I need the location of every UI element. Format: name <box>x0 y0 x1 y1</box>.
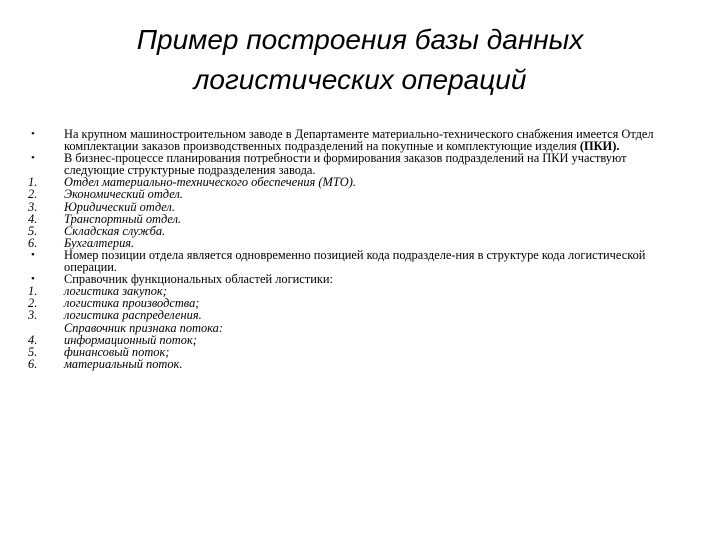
list-item <box>28 152 668 176</box>
list-item-label: логистика производства; <box>64 296 200 311</box>
list-item-label: Справочник функциональных областей логистики: <box>64 272 333 287</box>
list-item-text <box>64 152 668 176</box>
list-item-label: Юридический отдел. <box>64 199 175 214</box>
number-marker: 3. <box>28 308 38 323</box>
list-item-label: Складская служба. <box>64 223 166 238</box>
list-item-text <box>64 225 668 237</box>
number-marker: 2. <box>28 296 38 311</box>
number-marker: 1. <box>28 284 38 299</box>
bullet-marker: • <box>31 273 35 286</box>
list-item-text <box>64 128 668 152</box>
number-marker: 1. <box>28 175 38 190</box>
list-item-label: В бизнес-процессе планирования потребности и формирования заказов подразделений на ПКИ участвуют следующие структурные подразделения завода. <box>64 151 627 178</box>
list-item-label: информационный поток; <box>64 332 197 347</box>
list-item-label: логистика распределения. <box>64 308 202 323</box>
list-item-label: На крупном машиностроительном заводе в Департаменте материально-технического снабжения имеется Отдел комплектации заказов производственных подразделений на покупные и комплектующие изделия <box>64 127 654 154</box>
list-item-label: финансовый поток; <box>64 344 170 359</box>
number-marker: 5. <box>28 344 38 359</box>
number-marker: 2. <box>28 187 38 202</box>
list-item <box>28 249 668 273</box>
list-item-label: Экономический отдел. <box>64 187 183 202</box>
list-item-label: логистика закупок; <box>64 284 167 299</box>
content-list <box>28 128 668 370</box>
number-marker: 6. <box>28 356 38 371</box>
number-marker: 6. <box>28 235 38 250</box>
title-line-1: Пример построения базы данных <box>136 24 584 55</box>
number-marker: 3. <box>28 199 38 214</box>
title-line-2: логистических операций <box>193 64 527 95</box>
list-item <box>28 128 668 152</box>
list-item-bold: (ПКИ). <box>579 139 620 154</box>
list-item-label: Отдел материально-технического обеспечения (МТО). <box>64 175 356 190</box>
list-item-label: Транспортный отдел. <box>64 211 182 226</box>
list-item-label: материальный поток. <box>64 356 183 371</box>
number-marker: 4. <box>28 332 38 347</box>
slide-title <box>60 20 660 100</box>
list-item-label: Справочник признака потока: <box>64 320 223 335</box>
bullet-marker: • <box>31 128 35 140</box>
number-marker: 4. <box>28 211 38 226</box>
bullet-marker: • <box>31 248 35 261</box>
list-item-text <box>64 249 668 273</box>
list-item-label: Номер позиции отдела является одновременно позицией кода подразделе-ния в структуре кода логистической операции. <box>64 247 646 275</box>
number-marker: 5. <box>28 223 38 238</box>
bullet-marker: • <box>31 152 35 165</box>
list-item-text <box>64 358 668 370</box>
list-item-label: Бухгалтерия. <box>64 235 135 250</box>
list-item <box>28 358 668 370</box>
